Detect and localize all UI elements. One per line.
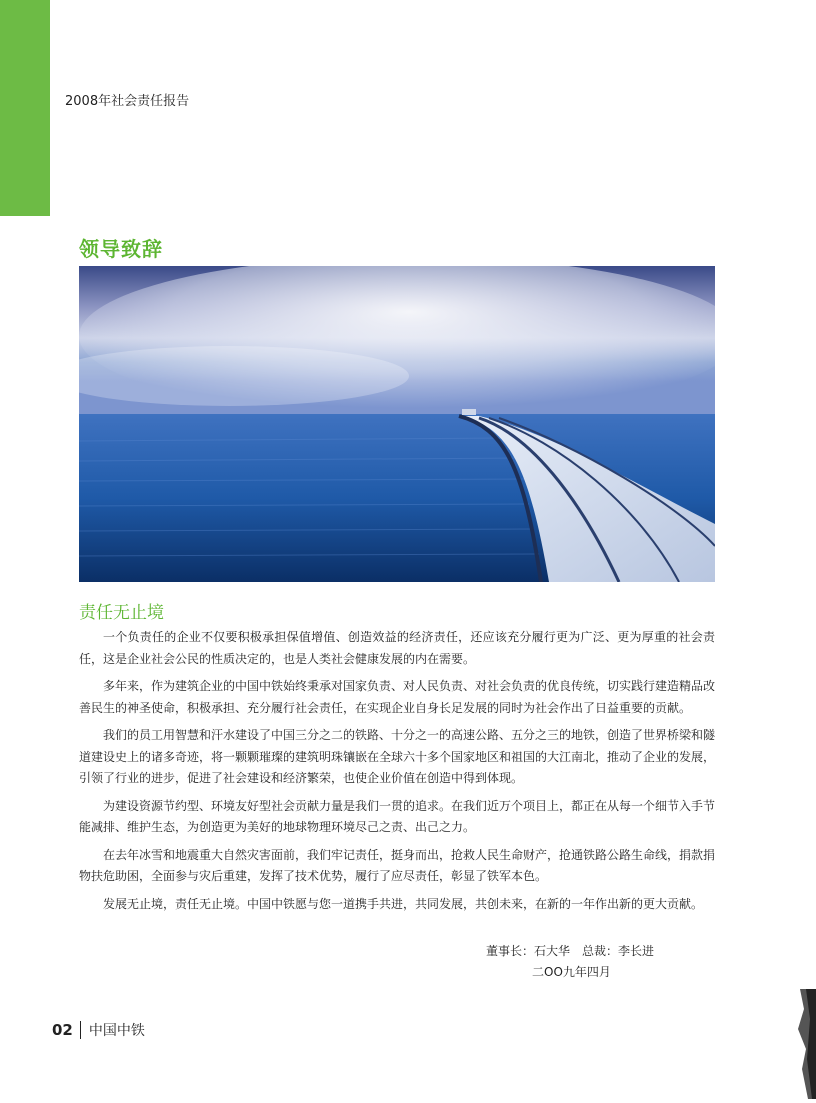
paragraph: 一个负责任的企业不仅要积极承担保值增值、创造效益的经济责任，还应该充分履行更为广泛、更为厚重的社会责任，这是企业社会公民的性质决定的，也是人类社会健康发展的内在需要。 (79, 630, 715, 666)
paragraph: 为建设资源节约型、环境友好型社会贡献力量是我们一贯的追求。在我们近万个项目上，都正在从每一个细节入手节能减排、维护生态，为创造更为美好的地球物理环境尽己之责、出己之力。 (79, 798, 716, 834)
signature-date: 二OO九年四月 (532, 965, 611, 979)
edge-photo-fragment (794, 989, 816, 1099)
paragraph: 在去年冰雪和地震重大自然灾害面前，我们牢记责任，挺身而出，抢救人民生命财产，抢通铁路公路生命线，捐款捐物扶危助困，全面参与灾后重建，发挥了技术优势，履行了应尽责任，彰显了铁军本色。 (79, 847, 716, 883)
section-heading: 领导致辞 (79, 237, 163, 261)
report-title: 2008年社会责任报告 (65, 94, 190, 109)
signature-names: 董事长：石大华 总裁：李长进 (486, 944, 655, 958)
signature-block (486, 941, 654, 983)
paragraph: 多年来，作为建筑企业的中国中铁始终秉承对国家负责、对人民负责、对社会负责的优良传统，切实践行建造精品改善民生的神圣使命，积极承担、充分履行社会责任，在实现企业自身长足发展的同时为社会作出了日益重要的贡献。 (79, 679, 716, 715)
sub-heading: 责任无止境 (79, 603, 164, 623)
page-number: 02 (52, 1021, 73, 1039)
green-corner-tab (0, 0, 50, 216)
footer-divider (80, 1021, 81, 1039)
page-footer (52, 1020, 145, 1040)
paragraph: 发展无止境，责任无止境。中国中铁愿与您一道携手共进，共同发展，共创未来，在新的一年作出新的更大贡献。 (103, 896, 704, 911)
footer-company: 中国中铁 (88, 1023, 145, 1039)
letter-body (79, 627, 715, 921)
paragraph: 我们的员工用智慧和汗水建设了中国三分之二的铁路、十分之一的高速公路、五分之三的地铁，创造了世界桥梁和隧道建设史上的诸多奇迹，将一颗颗璀璨的建筑明珠镶嵌在全球六十多个国家地区和祖国的大江南北，推动了企业的发展，引领了行业的进步，促进了社会建设和经济繁荣，也使企业价值在创造中得到体现。 (79, 728, 716, 785)
hero-photo-sea-bridge (79, 266, 715, 582)
